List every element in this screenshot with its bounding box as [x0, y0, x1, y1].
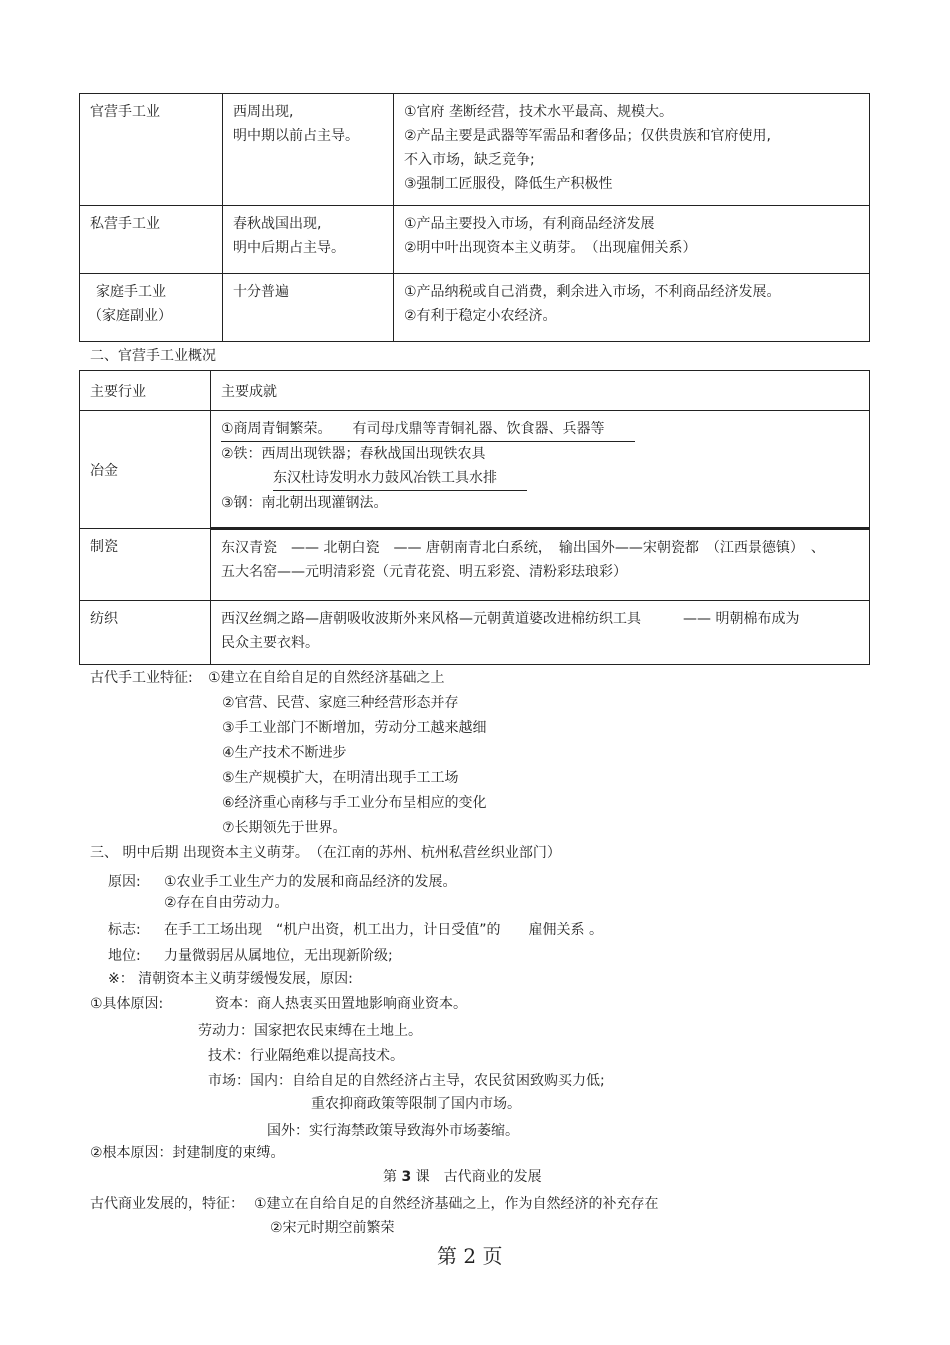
lesson-title: [383, 1167, 542, 1187]
achievement-line: [221, 466, 859, 491]
achievement-line: ②铁：西周出现铁器；春秋战国出现铁农具: [221, 446, 486, 462]
table-row: [80, 274, 870, 342]
industry-cell: [80, 411, 211, 529]
industry-cell: [80, 601, 211, 665]
table-row: [80, 94, 870, 206]
origin-cell: [223, 206, 394, 274]
achievement-cell: [211, 411, 870, 529]
achievement-line: 五大名窑——元明清彩瓷（元青花瓷、明五彩瓷、清粉彩珐琅彩）: [221, 564, 627, 580]
reason-market-foreign: 国外：实行海禁政策导致海外市场萎缩。: [267, 1123, 519, 1139]
feature-line: ②产品主要是武器等军需品和奢侈品；仅供贵族和官府使用,: [404, 128, 771, 144]
achievement-line: ③钢：南北朝出现灌钢法。: [221, 495, 388, 511]
achievement-text: ①商周青铜繁荣。 有司母戊鼎等青铜礼器、饮食器、兵器等: [221, 417, 635, 442]
achievement-cell: [211, 601, 870, 665]
feature-line: 不入市场，缺乏竞争;: [404, 152, 535, 168]
origin-line: 明中期以前占主导。: [233, 128, 359, 144]
page-number: 第 2 页: [437, 1244, 503, 1268]
column-header: [211, 371, 870, 411]
industry-label: 纺织: [90, 611, 118, 627]
achievement-line: 民众主要衣料。: [221, 635, 319, 651]
type-cell: [80, 274, 223, 342]
type-label: 家庭手工业: [96, 284, 166, 300]
table-row: [80, 601, 870, 665]
official-handicraft-table: [79, 370, 870, 665]
header-label: 主要成就: [221, 383, 277, 400]
commerce-feature-item: ②宋元时期空前繁荣: [270, 1220, 395, 1236]
feature-item: ③手工业部门不断增加，劳动分工越来越细: [222, 720, 487, 736]
feature-line: ②有利于稳定小农经济。: [404, 308, 557, 324]
type-cell: [80, 206, 223, 274]
feature-item: ⑦长期领先于世界。: [222, 820, 347, 836]
root-reason: ②根本原因：封建制度的束缚。: [90, 1145, 285, 1161]
feature-item: ①建立在自给自足的自然经济基础之上: [208, 670, 445, 686]
feature-line: ③强制工匠服役，降低生产积极性: [404, 176, 613, 192]
type-label: （家庭副业）: [88, 308, 172, 324]
feature-item: ②官营、民营、家庭三种经营形态并存: [222, 695, 459, 711]
industry-label: 冶金: [90, 462, 118, 479]
sign-text: 在手工工场出现 “机户出资，机工出力，计日受值”的 雇佣关系 。: [164, 922, 603, 938]
type-label: 私营手工业: [90, 216, 160, 232]
origin-line: 十分普遍: [233, 284, 289, 300]
feature-line: ②明中叶出现资本主义萌芽。 （出现雇佣关系）: [404, 240, 697, 256]
lesson-title-suffix: 课 古代商业的发展: [411, 1169, 542, 1185]
lesson-title-prefix: 第: [383, 1169, 402, 1185]
industry-label: 制瓷: [90, 539, 118, 555]
cause-item: ①农业手工业生产力的发展和商品经济的发展。: [164, 874, 457, 890]
sign-label: 标志:: [108, 922, 141, 938]
commerce-feature-label: 古代商业发展的，特征：: [90, 1196, 244, 1212]
handicraft-types-table: [79, 93, 870, 342]
note-text: ※： 清朝资本主义萌芽缓慢发展，原因:: [108, 971, 353, 987]
table-row: [80, 529, 870, 601]
origin-line: 明中后期占主导。: [233, 240, 345, 256]
table-row: [80, 206, 870, 274]
column-header: [80, 371, 211, 411]
industry-cell: [80, 529, 211, 601]
header-label: 主要行业: [90, 383, 146, 400]
feature-line: ①产品纳税或自己消费，剩余进入市场，不利商品经济发展。: [404, 284, 781, 300]
cause-label: 原因:: [108, 874, 141, 890]
achievement-cell: [211, 529, 870, 601]
feature-line: ①官府 垄断经营，技术水平最高、规模大。: [404, 104, 673, 120]
achievement-line: 西汉丝绸之路—唐朝吸收波斯外来风格—元朝黄道婆改进棉纺织工具 —— 明朝棉布成为: [221, 611, 800, 627]
features-cell: [394, 206, 870, 274]
origin-line: 春秋战国出现,: [233, 216, 322, 232]
reason-tech: 技术：行业隔绝难以提高技术。: [208, 1048, 404, 1064]
achievement-text: 东汉杜诗发明水力鼓风冶铁工具水排: [273, 466, 527, 491]
feature-line: ①产品主要投入市场，有利商品经济发展: [404, 216, 655, 232]
feature-item: ⑥经济重心南移与手工业分布呈相应的变化: [222, 795, 487, 811]
specific-reason-label: ①具体原因:: [90, 996, 164, 1012]
commerce-feature-item: ①建立在自给自足的自然经济基础之上，作为自然经济的补充存在: [254, 1196, 659, 1212]
cause-item: ②存在自由劳动力。: [164, 895, 289, 911]
table-row: [80, 411, 870, 529]
status-label: 地位:: [108, 948, 141, 964]
features-cell: [394, 94, 870, 206]
origin-cell: [223, 274, 394, 342]
origin-line: 西周出现,: [233, 104, 294, 120]
type-cell: [80, 94, 223, 206]
reason-market-cont: 重农抑商政策等限制了国内市场。: [311, 1096, 521, 1112]
section-title: 三、 明中后期 出现资本主义萌芽。 （在江南的苏州、杭州私营丝织业部门）: [90, 845, 561, 861]
section-title: 二、官营手工业概况: [90, 348, 216, 364]
feature-item: ④生产技术不断进步: [222, 745, 347, 761]
achievement-line: [221, 417, 859, 442]
status-text: 力量微弱居从属地位，无出现新阶级;: [164, 948, 393, 964]
type-label: 官营手工业: [90, 104, 160, 120]
lesson-number: 3: [401, 1169, 412, 1185]
reason-capital: 资本：商人热衷买田置地影响商业资本。: [215, 996, 467, 1012]
features-cell: [394, 274, 870, 342]
reason-labor: 劳动力：国家把农民束缚在土地上。: [198, 1023, 422, 1039]
table-header-row: [80, 371, 870, 411]
origin-cell: [223, 94, 394, 206]
achievement-line: 东汉青瓷 —— 北朝白瓷 —— 唐朝南青北白系统， 输出国外——宋朝瓷都 （江西景德镇） 、: [221, 540, 825, 556]
feature-item: ⑤生产规模扩大，在明清出现手工工场: [222, 770, 459, 786]
features-label: 古代手工业特征:: [90, 670, 193, 686]
reason-market: 市场：国内：自给自足的自然经济占主导，农民贫困致购买力低;: [208, 1073, 605, 1089]
